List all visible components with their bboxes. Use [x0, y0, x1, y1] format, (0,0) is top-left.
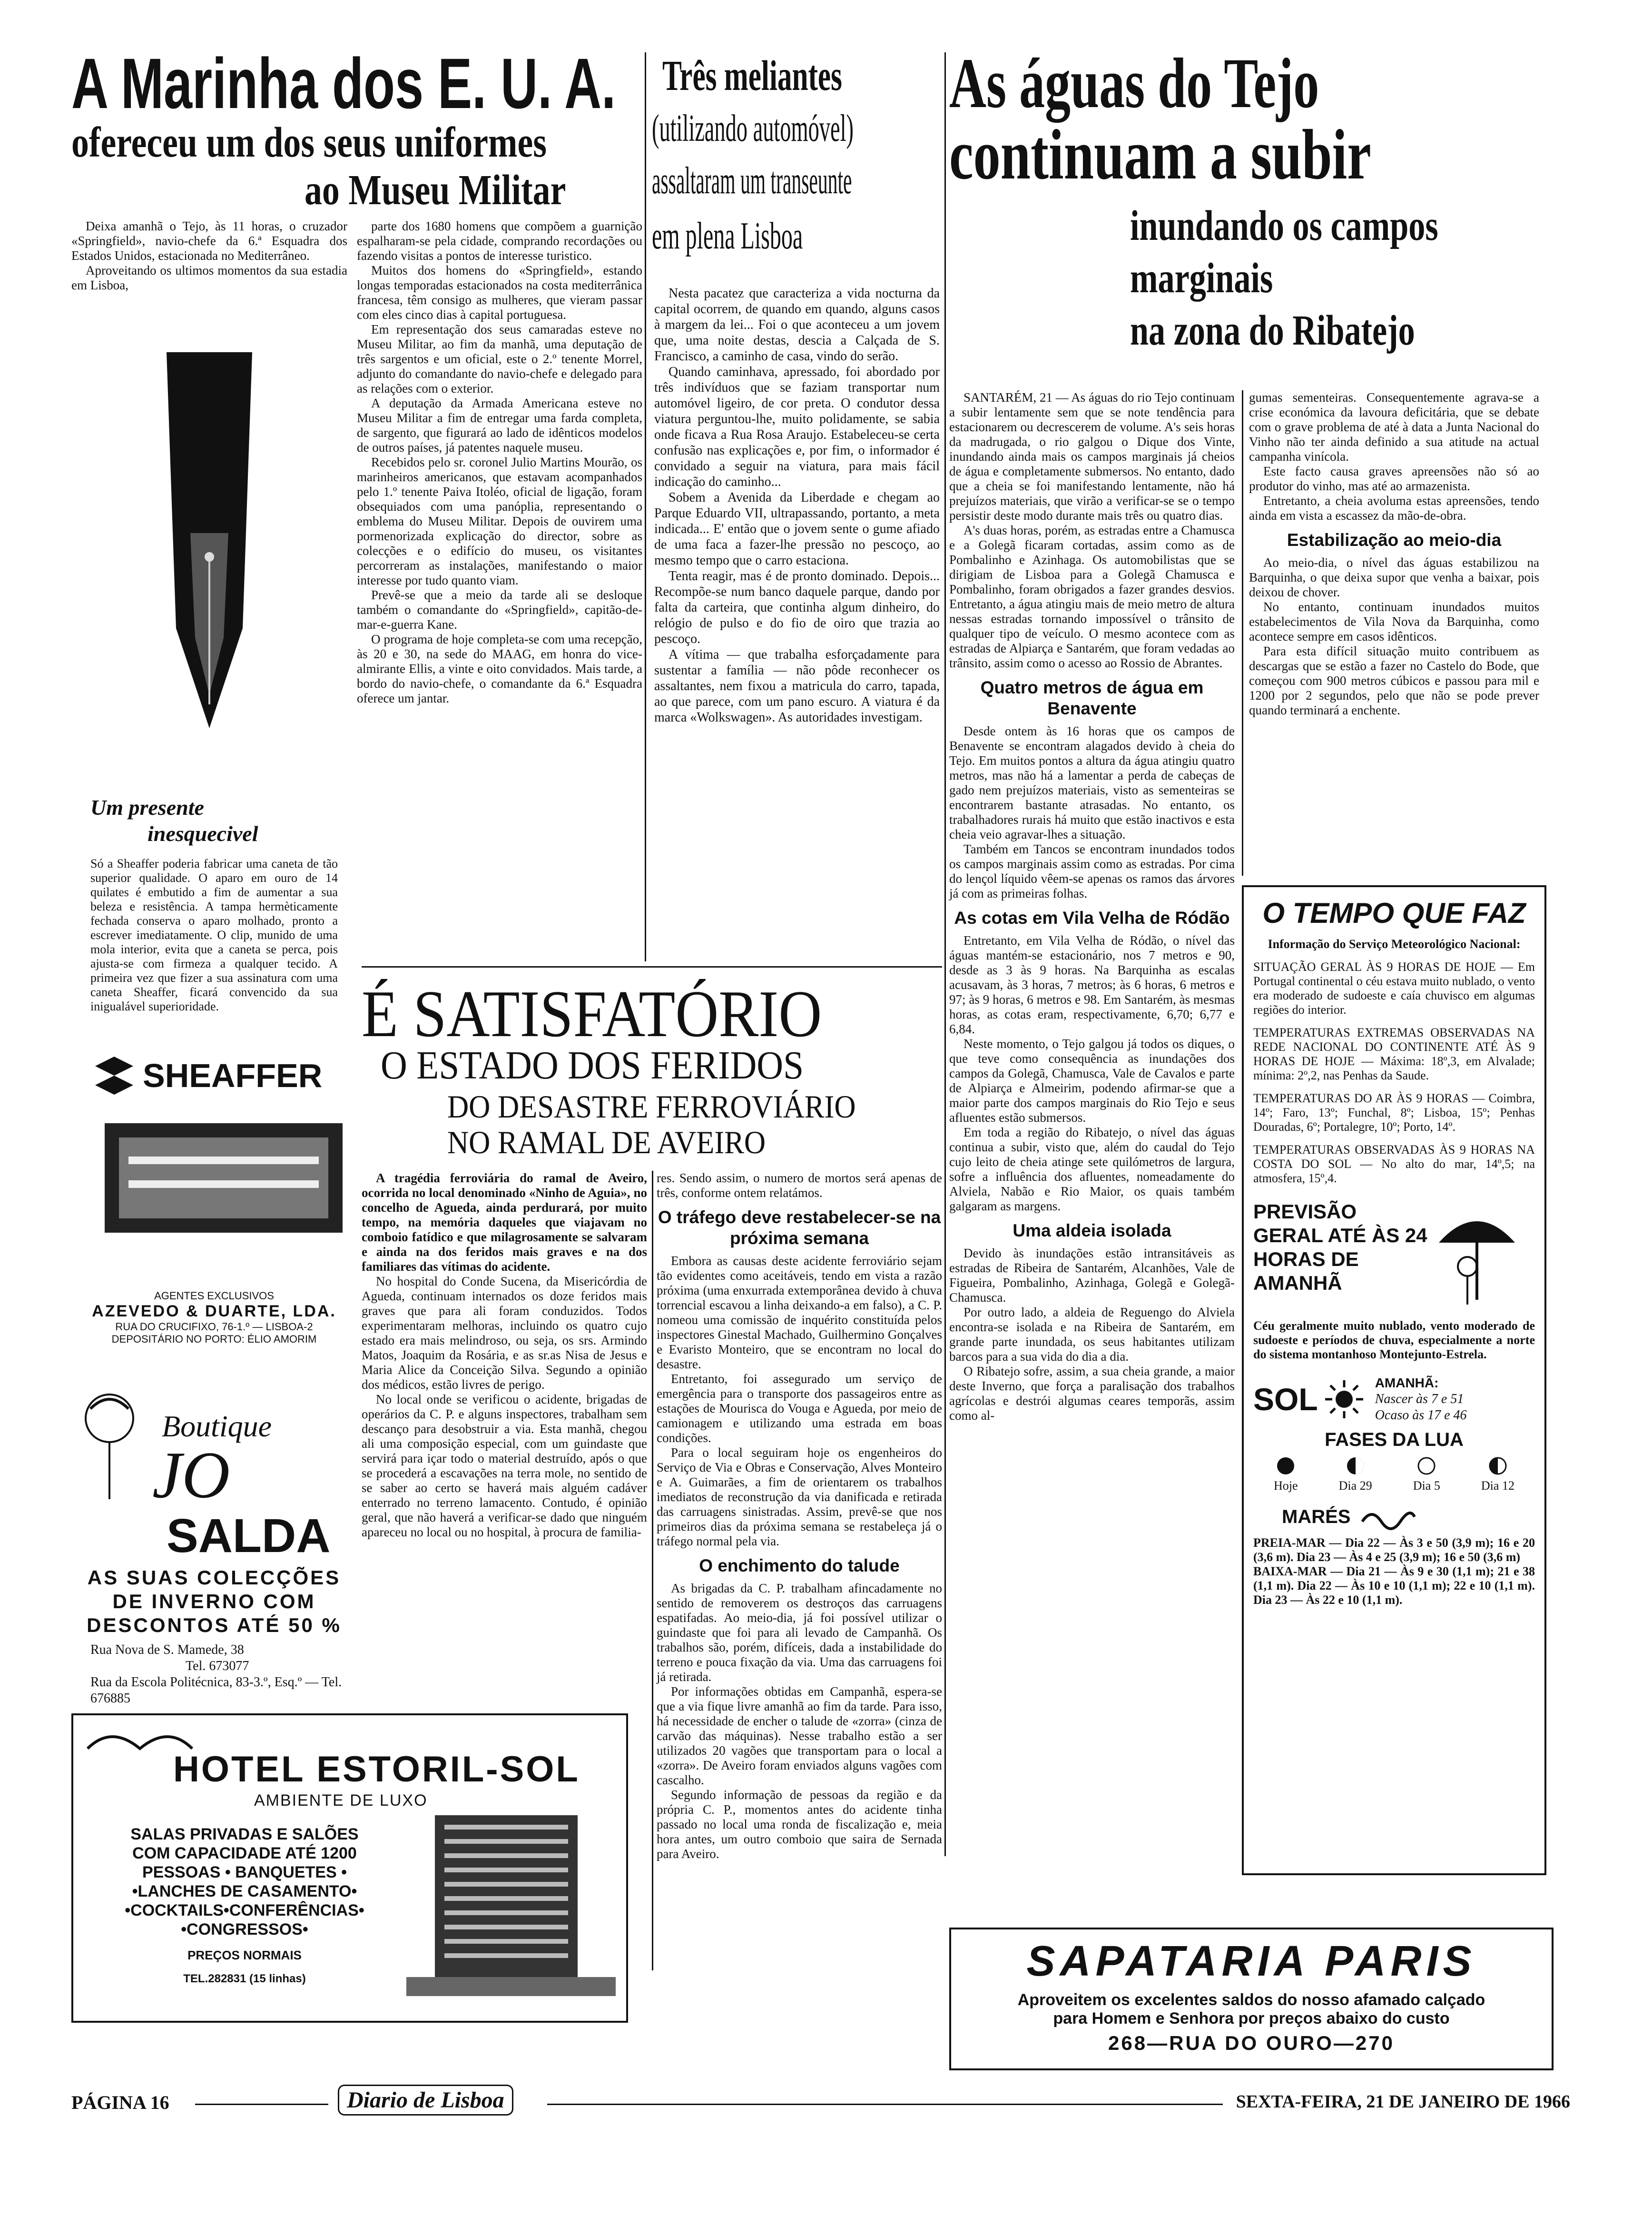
marinha-headline: [71, 43, 642, 123]
moon-phases: Hoje Dia 29 Dia 5 Dia 12: [1253, 1455, 1535, 1493]
meliantes-body: Nesta pacatez que caracteriza a vida nocturna da capital ocorrem, de quando em quando, alguns casos à margem da lei... Foi o que aconteceu a um jovem que, uma noite destas, descia a Calçada de S. Francisco, a caminho de casa, vindo do serão. Quando caminhava, apressado, foi abordado por três indivíduos que se faziam transportar num automóvel ligeiro, de cor preta. O condutor dessa viatura perguntou-lhe, muito polidamente, se sabia onde ficava a Rua Rosa Araujo. Estabeleceu-se certa confusão nas explicações e, por fim, o informador é convidado a seguir na viatura, para mais fácil indicação do caminho... Sobem a Avenida da Liberdade e chegam ao Parque Eduardo VII, ultrapassando, portanto, a meta indicada... E' então que o jovem sente o gume afiado de uma faca a fazer-lhe pressão no pescoço, ao mesmo tempo que o carro estaciona. Tenta reagir, mas é de pronto dominado. Depois... Recompõe-se num banco daquele parque, dando por falta da carteira, que continha algum dinheiro, do relógio de pulso e do fio de oiro que trazia ao pescoço. A vítima — que trabalha esforçadamente para sustentar a família — não pôde reconhecer os assaltantes, nem fixou a matricula do carro, tapada, ao que parece, com um pano escuro. A viatura é da marca «Wolkswagen». As autoridades investigam.: [654, 286, 940, 725]
last-quarter-icon: [1487, 1455, 1508, 1476]
boutique-ad: Boutique JO SALDA AS SUAS COLECÇÕES DE INVERNO COM DESCONTOS ATÉ 50 % Rua Nova de S. Mamede, 38 Tel. 673077 Rua da Escola Politécnica, 83-3.º, Esq.º — Tel. 676885: [71, 1390, 357, 1694]
umbrella-figure-illustration: [1429, 1200, 1524, 1309]
weather-title: O TEMPO QUE FAZ: [1262, 897, 1526, 929]
column-rule-4: [652, 1171, 653, 1970]
subhead-benavente: Quatro metros de água em Benavente: [980, 678, 1204, 718]
feridos-column-2: res. Sendo assim, o numero de mortos será apenas de três, conforme ontem relatámos. O tráfego deve restabelecer-se na próxima semana Embora as causas deste acidente ferroviário sejam tão evidentes como aceitáveis, tendo em vista a razão próxima (uma enxurrada extemporânea devido à chuva torrencial escavou a linha deixando-a em falso), a C. P. nomeou uma comissão de inquérito constituída pelos inspectores Ginestal Machado, Guilhermino Gonçalves e Evaristo Monteiro, que se encontram no local do desastre. Entretanto, foi assegurado um serviço de emergência para o transporte dos passageiros entre as estações de Mourisca do Vouga e Agueda, por meio de camionagem e utilizando uma estrada em boas condições. Para o local seguiram hoje os engenheiros do Serviço de Via e Obras e Conservação, Alves Monteiro e A. Guimarães, a fim de orientarem os trabalhos imediatos de reconstrução da via danificada e retirada das carruagens sinistradas. Assim, prevê-se que nos primeiros dias da próxima semana se restabeleça já o tráfego normal pela via. O enchimento do talude As brigadas da C. P. trabalham afincadamente no sentido de removerem os destroços das carruagens espatifadas. Ao meio-dia, já foi possível utilizar o guindaste que foi para ali levado de Campanhã. Os trabalhos são, porém, difíceis, dada a instabilidade do terreno e pouca fixação da via. Uma das carruagens foi já retirada. Por informações obtidas em Campanhã, espera-se que a via fique livre amanhã ao fim da tarde. Para isso, há necessidade de encher o talude de «zorra» (cinza de carvão das máquinas). Nesse trabalho estão a ser utilizados 20 vagões que transportam para o local a «zorra». De Aveiro foram enviados alguns vagões com cascalho. Segundo informação de pessoas da região e da própria C. P., momentos antes do acidente tinha passado no local uma ronda de fiscalização e, meia hora antes, um outro comboio que saira de Sernada para Aveiro.: [657, 1171, 942, 1861]
feridos-column-1: A tragédia ferroviária do ramal de Aveiro, ocorrida no local denominado «Ninho de Aguia», no concelho de Agueda, ainda perdurará, por muito tempo, na memória daqueles que viajavam no comboio fatídico e que milagrosamente se salvaram e ainda na dos feridos mais graves e na dos familiares das vítimas do acidente. No hospital do Conde Sucena, da Misericórdia de Agueda, continuam internados os doze feridos mais graves que para ali foram conduzidos. Todos experimentaram melhoras, incluindo os quatro cujo estado era mais melindroso, ou seja, os srs. Armindo Matos, Joaquim da Rosária, e as sr.as Nisa de Jesus e Maria Alice da Conceição Silva. Segundo a opinião dos médicos, estão livres de perigo. No local onde se verificou o acidente, brigadas de operários da C. P. e alguns inspectores, trabalham sem descanço para desobstruir a via. Esta manhã, chegou ali uma composição especial, com um guindaste que servirá para içar todo o material destruído, após o que se procederá a escavações na terra mole, no sentido de se saber ao certo se haverá mais alguém cadáver enterrado no terreno lamacento. Contudo, é opinião geral, que não haverá a verificar-se dado que ninguém apareceu no local ou no hospital, à procura de familia-: [362, 1171, 647, 1539]
tejo-headline: As águas do Tejo continuam a subir inundando os campos marginais na zona do Ribatejo: [949, 44, 1438, 354]
sheaffer-body: Só a Sheaffer poderia fabricar uma caneta de tão superior qualidade. O aparo em ouro de 14 quilates é embutido a fim de aumentar a sua beleza e resistência. A tampa hermèticamente fechada conserva o aparo molhado, pronto a escrever imediatamente. O clip, munido de uma mola interior, evita que a caneta se perca, pois ajusta-se com firmeza a qualquer tecido. A primeira vez que fizer a sua assinatura com uma caneta Sheaffer, ficará convencido da sua inigualável superioridade.: [90, 857, 338, 1013]
sheaffer-slogan-2: inesquecivel: [148, 821, 258, 846]
marinha-lead: Deixa amanhã o Tejo, às 11 horas, o cruzador «Springfield», navio-chefe da 6.ª Esquadra dos Estados Unidos, estacionada no Mediterrâneo. Aproveitando os ultimos momentos da sua estadia em Lisboa,: [71, 219, 347, 292]
boutique-name: Boutique: [162, 1409, 272, 1443]
page-footer: [71, 2085, 1570, 2123]
sapataria-title: SAPATARIA PARIS: [1026, 1938, 1476, 1985]
first-quarter-icon: [1345, 1455, 1366, 1476]
sapataria-ad: SAPATARIA PARIS Aproveitem os excelentes saldos do nosso afamado calçado para Homem e Senhora por preços abaixo do custo 268—RUA DO OURO—270: [949, 1928, 1554, 2070]
sheaffer-emblem-icon: [90, 1052, 138, 1099]
subhead-aldeia: Uma aldeia isolada: [1013, 1221, 1171, 1240]
subhead-estabilizacao: Estabilização ao meio-dia: [1287, 530, 1502, 550]
masthead-logo: Diario de Lisboa: [338, 2085, 513, 2116]
marinha-subtitle-1: ofereceu um dos seus uniformes: [71, 119, 547, 166]
full-moon-icon: [1416, 1455, 1437, 1476]
hotel-ad: HOTEL ESTORIL-SOL AMBIENTE DE LUXO SALAS PRIVADAS E SALÕES COM CAPACIDADE ATÉ 1200 PESSOAS • BANQUETES • •LANCHES DE CASAMENTO• •COCKTAILS•CONFERÊNCIAS• •CONGRESSOS• PREÇOS NORMAIS TEL.282831 (15 linhas): [71, 1713, 628, 2023]
weather-box: O TEMPO QUE FAZ Informação do Serviço Meteorológico Nacional: SITUAÇÃO GERAL ÀS 9 HORAS DE HOJE — Em Portugal continental o céu estava muito nublado, o vento era moderado de sudoeste e caía chuvisco em algumas regiões do interior. TEMPERATURAS EXTREMAS OBSERVADAS NA REDE NACIONAL DO CONTINENTE ATÉ ÀS 9 HORAS DE HOJE — Máxima: 18º,3, em Alvalade; mínima: 2º,2, nas Penhas da Saude. TEMPERATURAS DO AR ÀS 9 HORAS — Coimbra, 14º; Faro, 13º; Funchal, 8º; Lisboa, 15º; Penhas Douradas, 6º; Portalegre, 10º; Porto, 14º. TEMPERATURAS OBSERVADAS ÀS 9 HORAS NA COSTA DO SOL — No alto do mar, 14º,5; na atmosfera, 15º,4. PREVISÃO GERAL ATÉ ÀS 24 HORAS DE AMANHÃ Céu geralmente muito nublado, vento moderado de sudoeste e períodos de chuva, especialmente a norte do sistema montanhoso Montejunto-Estrela. SOL AMANHÃ: Nascer às 7 e 51 Ocaso às 17 e 46 FASES DA LUA Hoje Dia 29 Dia 5 Dia 12 MARÉS PREIA-MAR — Dia 22 — Às 3 e 50 (3,9 m); 16 e 20 (3,6 m). Dia 23 — Às 4 e 25 (3,9 m); 16 e 50 (3,6 m) BAIXA-MAR — Dia 21 — Às 9 e 30 (1,1 m); 21 e 38 (1,1 m). Dia 22 — Às 10 e 10 (1,1 m); 22 e 10 (1,1 m). Dia 23 — Às 22 e 10 (1,1 m).: [1242, 885, 1546, 1875]
feridos-title: É SATISFATÓRIO: [362, 977, 822, 1051]
sheaffer-logo: [90, 1052, 322, 1099]
marinha-column-2: parte dos 1680 homens que compõem a guarnição espalharam-se pela cidade, comprando recordações ou fazendo visitas a pontos de interesse turistico. Muitos dos homens do «Springfield», estando longas temporadas estacionados na costa mediterrânica francesa, têm consigo as mulheres, que vieram passar com eles cinco dias à capital portuguesa. Em representação dos seus camaradas esteve no Museu Militar, ao fim da manhã, uma deputação de três sargentos e um oficial, este o 2.º tenente Morrel, adjunto do comandante do navio-chefe e delegado para as relações com o exterior. A deputação da Armada Americana esteve no Museu Militar a fim de entregar uma farda completa, de sargento, que figurará ao lado de idênticos modelos de outros países, já patentes naquele museu. Recebidos pelo sr. coronel Julio Martins Mourão, os marinheiros americanos, que estavam acompanhados pelo 1.º tenente Paiva Itoléo, oficial de ligação, foram obsequiados com uma panóplia, representando o emblema do Museu Militar. Depois de ouvirem uma pormenorizada explicação do director, sobre as colecções e o edifício do museu, os visitantes percorreram as instalações, manifestando o maior interesse por tudo quanto viam. Prevê-se que a meio da tarde ali se desloque também o comandante do «Springfield», capitão-de-mar-e-guerra Kane. O programa de hoje completa-se com uma recepção, às 20 e 30, na sede do MAAG, em honra do vice-almirante Ellis, a vinte e oito convidados. Mais tarde, a bordo do navio-chefe, o comandante da 6.ª Esquadra oferece um jantar.: [357, 219, 642, 705]
marinha-title: A Marinha dos E. U. A.: [71, 43, 616, 123]
marinha-subtitle-2-wrap: [305, 169, 642, 217]
marinha-subtitle-2: ao Museu Militar: [305, 167, 566, 214]
hotel-building-illustration: [406, 1806, 616, 1996]
hotel-name: HOTEL ESTORIL-SOL: [173, 1749, 580, 1790]
meliantes-headline: Três meliantes (utilizando automóvel) assaltaram um transeunte em plena Lisboa: [652, 52, 854, 257]
feridos-headline: É SATISFATÓRIO O ESTADO DOS FERIDOS DO DESASTRE FERROVIÁRIO NO RAMAL DE AVEIRO: [362, 976, 942, 1166]
sheaffer-agents: AGENTES EXCLUSIVOS AZEVEDO & DUARTE, LDA. RUA DO CRUCIFIXO, 76-1.º — LISBOA-2 DEPOSITÁRIO NO PORTO: ÉLIO AMORIM: [92, 1290, 336, 1345]
issue-date: SEXTA-FEIRA, 21 DE JANEIRO DE 1966: [1236, 2092, 1570, 2112]
pen-nib-illustration: [71, 333, 347, 761]
page-number: PÁGINA 16: [71, 2092, 169, 2113]
tejo-column-1: SANTARÉM, 21 — As águas do rio Tejo continuam a subir lentamente sem que se note tendência para estacionarem ou decrescerem de volume. A's seis horas da madrugada, o rio galgou o Dique dos Vinte, inundando ainda mais os campos marginais já cheios de água e completamente submersos. No entanto, dado que a cheia se foi manifestando lentamente, não há prejuízos materiais, que virão a verificar-se se o tempo persistir deste modo durante mais três ou quatro dias. A's duas horas, porém, as estradas entre a Chamusca e a Golegã ficaram cortadas, assim como as de Pombalinho e Azinhaga. Os automobilistas que se dirigiam de Lisboa para a Golegã Chamusca e Pombalinho, foram obrigados a fazer grandes desvios. Entretanto, a água atingiu mais de meio metro de altura nessas estradas tornando impossível o trânsito de qualquer tipo de veículo. O mesmo acontece com as estradas de Alpiarça e Santarém, que foram vedadas ao trânsito, assim como o acesso ao Rossio de Abrantes. Quatro metros de água em Benavente Desde ontem às 16 horas que os campos de Benavente se encontram alagados devido à cheia do Tejo. Em muitos pontos a altura da água atingiu quatro metros, mas não há a lamentar a perda de cabeças de gado nem prejuízos materiais, visto as sementeiras se encontrarem bastante atrasadas. No entanto, os trabalhadores rurais há muito que estão inactivos e esta cheia veio agravar-lhes a situação. Também em Tancos se encontram inundados todos os campos marginais assim como as estradas. Por cima do lençol líquido vêem-se apenas os ramos das árvores já com as primeiras folhas. As cotas em Vila Velha de Ródão Entretanto, em Vila Velha de Ródão, o nível das águas mantém-se estacionário, nos 7 metros e 90, desde as 3 às 9 horas. Na Barquinha as escalas acusavam, às 3 horas, 7 metros; às 6 horas, 6 metros e 97; às 9 horas, 6 metros e 98. Em Santarém, às mesmas horas, as cotas eram, respectivamente, 6,70; 6,77 e 6,84. Neste momento, o Tejo galgou já todos os diques, o que teve como consequência as inundações dos campos da Golegã, Chamusca, Vale de Cavalos e parte de Alpiarça e Almeirim, podendo afirmar-se que a maior parte dos campos marginais do Rio Tejo e seus afluentes estão submersos. Em toda a região do Ribatejo, o nível das águas continua a subir, visto que, além do caudal do Tejo cujo leito de cheia atinge sete quilómetros de largura, sofre a influência dos afluentes, nomeadamente do Alviela, Nabão e Rio Maior, os quais também galgaram as margens. Uma aldeia isolada Devido às inundações estão intransitáveis as estradas de Ribeira de Santarém, Alcanhões, Vale de Figueira, Pombalinho, Azinhaga, Golegã e Golegã-Chamusca. Por outro lado, a aldeia de Reguengo do Alviela encontra-se isolada e na Ribeira de Santarém, em grande parte inundada, os seus habitantes utilizam barcos para a sua vida do dia a dia. O Ribatejo sofre, assim, a sua cheia grande, a maior deste Inverno, que força a paralisação dos trabalhos agrícolas e destrói algumas ceares temporãs, assim como al-: [949, 390, 1235, 1423]
hotel-tagline: AMBIENTE DE LUXO: [254, 1791, 428, 1810]
tejo-title: As águas do Tejo: [949, 44, 1319, 123]
tejo-column-2: gumas sementeiras. Consequentemente agrava-se a crise económica da lavoura deficitária, que se debate com o grave problema de até à data a Junta Nacional do Vinho não ter ainda definido a sua atitude na actual campanha vinícola. Este facto causa graves apreensões não só ao produtor do vinho, mas até ao armazenista. Entretanto, a cheia avoluma estas apreensões, tendo ainda em vista a escassez da mão-de-obra. Estabilização ao meio-dia Ao meio-dia, o nível das águas estabilizou na Barquinha, o que deixa supor que venha a baixar, pois deixou de chover. No entanto, continuam inundados muitos estabelecimentos de Vila Nova da Barquinha, como acontece sempre em casos idênticos. Para esta difícil situação muito contribuem as descargas que se estão a fazer no Castelo do Bode, que começou com 900 metros cúbicos e passou para mil e 1200 por 2 segundos, pelo que não se pode prever quando terminará a enchente.: [1249, 390, 1539, 717]
tides-title: MARÉS: [1282, 1506, 1351, 1527]
subhead-trafego: O tráfego deve restabelecer-se na próxima semana: [658, 1207, 941, 1248]
forecast-title: PREVISÃO GERAL ATÉ ÀS 24 HORAS DE AMANHÃ: [1253, 1200, 1427, 1294]
wave-icon: [1360, 1503, 1417, 1531]
boutique-sale: SALDA: [167, 1509, 331, 1563]
sheaffer-brand: SHEAFFER: [143, 1057, 323, 1094]
feridos-top-rule: [362, 966, 942, 968]
sheaffer-slogan-1: Um presente: [90, 795, 204, 820]
column-rule-1: [645, 52, 646, 961]
sun-icon: [1323, 1378, 1366, 1421]
moon-phases-title: FASES DA LUA: [1325, 1429, 1464, 1450]
boutique-logo-letters: JO: [152, 1438, 230, 1512]
column-rule-3: [1242, 390, 1243, 876]
column-rule-2: [944, 52, 946, 1856]
sun-label: SOL: [1253, 1382, 1318, 1417]
marinha-subtitle-1-wrap: [71, 121, 642, 169]
new-moon-icon: [1275, 1455, 1296, 1476]
meliantes-title: Três meliantes: [662, 52, 843, 99]
subhead-talude: O enchimento do talude: [699, 1556, 900, 1575]
pen-case-illustration: [100, 1118, 347, 1237]
sheaffer-ad: [71, 333, 347, 1276]
subhead-rodao: As cotas em Vila Velha de Ródão: [954, 908, 1230, 928]
